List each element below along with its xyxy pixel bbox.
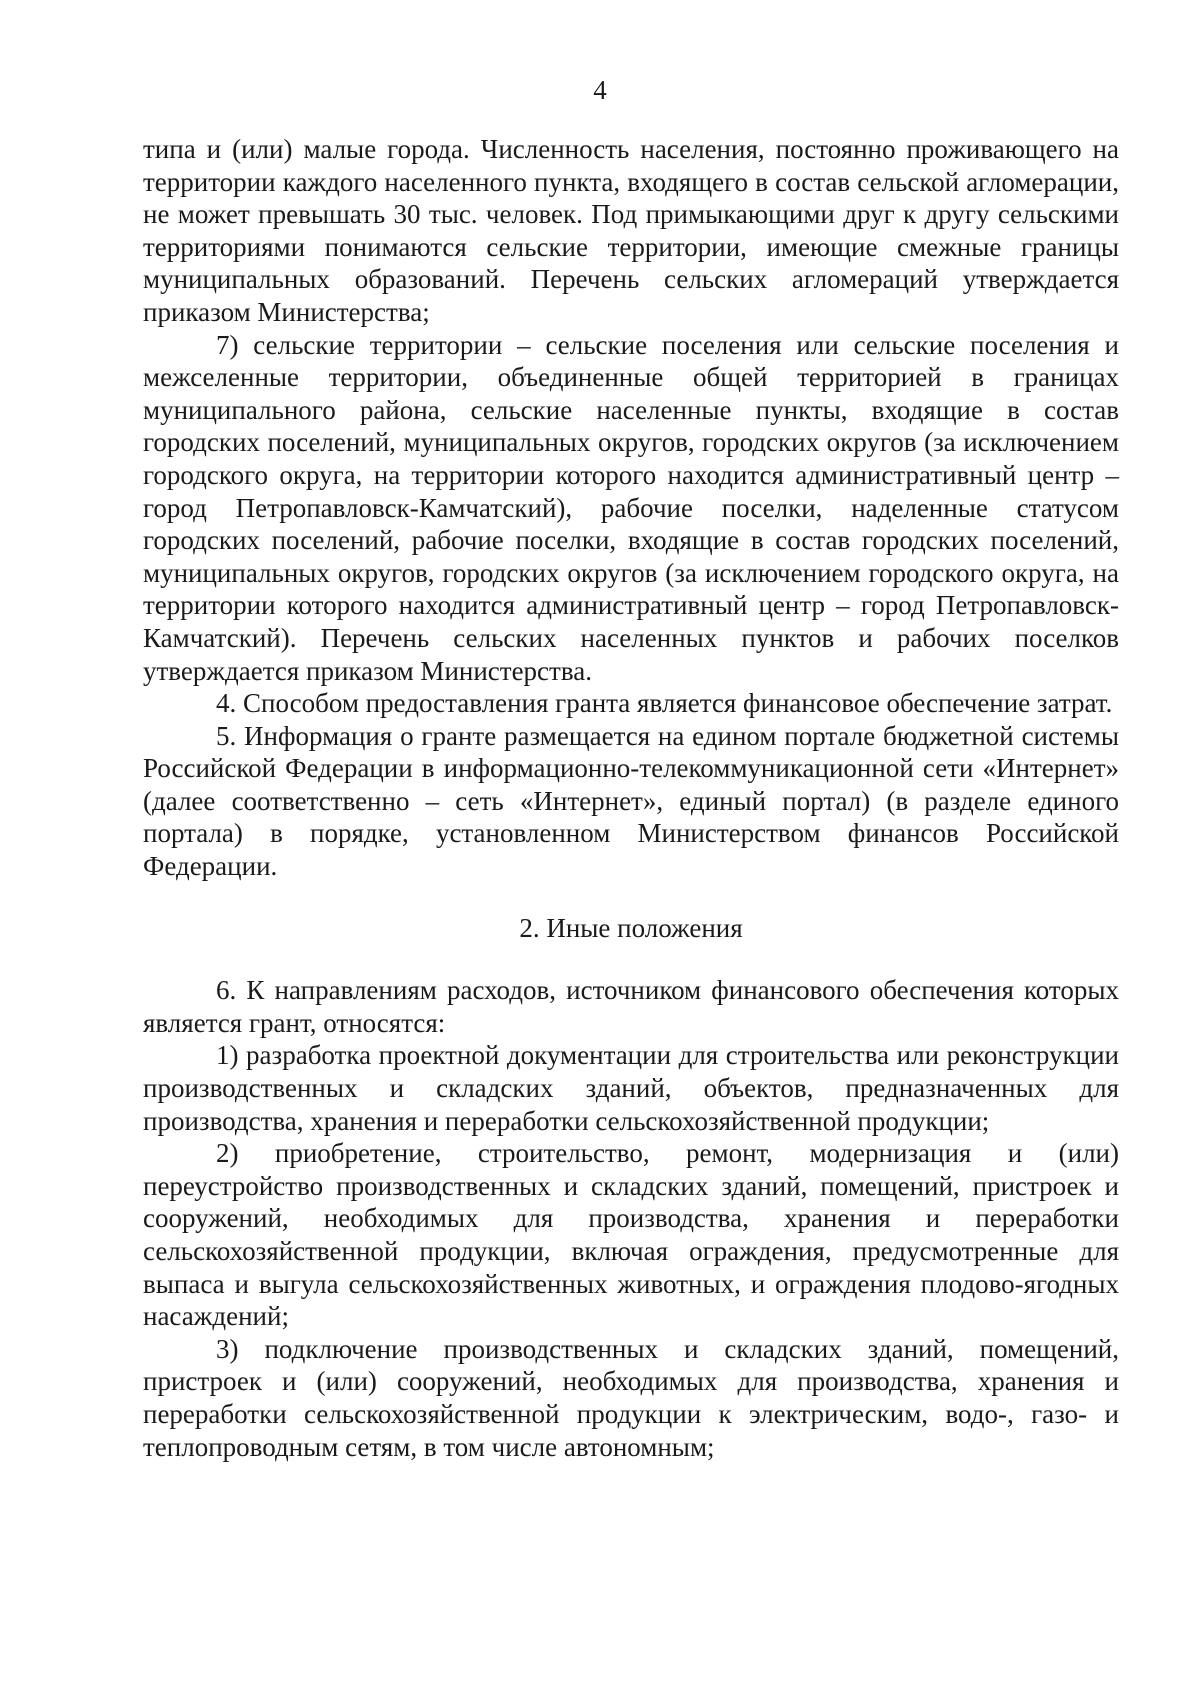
section-heading: 2. Иные положения [519,912,743,943]
list-item-3-utility-connection: 3) подключение производственных и складских зданий, помещений, пристроек и (или) сооружений, необходимых для производства, хранения и переработки сельскохозяйственной продукции к электрическим, водо-, газо- и теплопроводным сетям, в том числе автономным; [143,1333,1119,1462]
paragraph-4-grant-method: 4. Способом предоставления гранта является финансовое обеспечение затрат. [216,688,1113,719]
paragraph-continuation: типа и (или) малые города. Численность населения, постоянно проживающего на территории каждого населенного пункта, входящего в состав сельской агломерации, не может превышать 30 тыс. человек. Под примыкающими друг к другу сельскими территориями понимаются сельские территории, имеющие смежные границы муниципальных образований. Перечень сельских агломераций утверждается приказом Министерства; [143,134,1119,327]
paragraph-6-expense-directions: 6. К направлениям расходов, источником финансового обеспечения которых является грант, относятся: [143,975,1119,1038]
list-item-1-design-documentation: 1) разработка проектной документации для строительства или реконструкции производственных и складских зданий, объектов, предназначенных для производства, хранения и переработки сельскохозяйственной продукции; [143,1040,1119,1136]
list-item-2-acquisition-construction: 2) приобретение, строительство, ремонт, модернизация и (или) переустройство производственных и складских зданий, помещений, пристроек и сооружений, необходимых для производства, хранения и переработки сельскохозяйственной продукции, включая ограждения, предусмотренные для выпаса и выгула сельскохозяйственных животных, и ограждения плодово-ягодных насаждений; [143,1138,1119,1332]
paragraph-item-7-rural-territories: 7) сельские территории – сельские поселения или сельские поселения и межселенные территории, объединенные общей территорией в границах муниципального района, сельские населенные пункты, входящие в состав городских поселений, муниципальных округов, городских округов (за исключением городского округа, на территории которого находится административный центр – город Петропавловск-Камчатский), рабочие поселки, наделенные статусом городских поселений, рабочие поселки, входящие в состав городских поселений, муниципальных округов, городских округов (за исключением городского округа, на территории которого находится административный центр – город Петропавловск-Камчатский). Перечень сельских населенных пунктов и рабочих поселков утверждается приказом Министерства. [143,329,1119,686]
paragraph-5-grant-information: 5. Информация о гранте размещается на едином портале бюджетной системы Российской Федерации в информационно-телекоммуникационной сети «Интернет» (далее соответственно – сеть «Интернет», единый портал) (в разделе единого портала) в порядке, установленном Министерством финансов Российской Федерации. [143,720,1119,882]
page-number: 4 [593,75,607,105]
document-body [143,133,1119,1463]
